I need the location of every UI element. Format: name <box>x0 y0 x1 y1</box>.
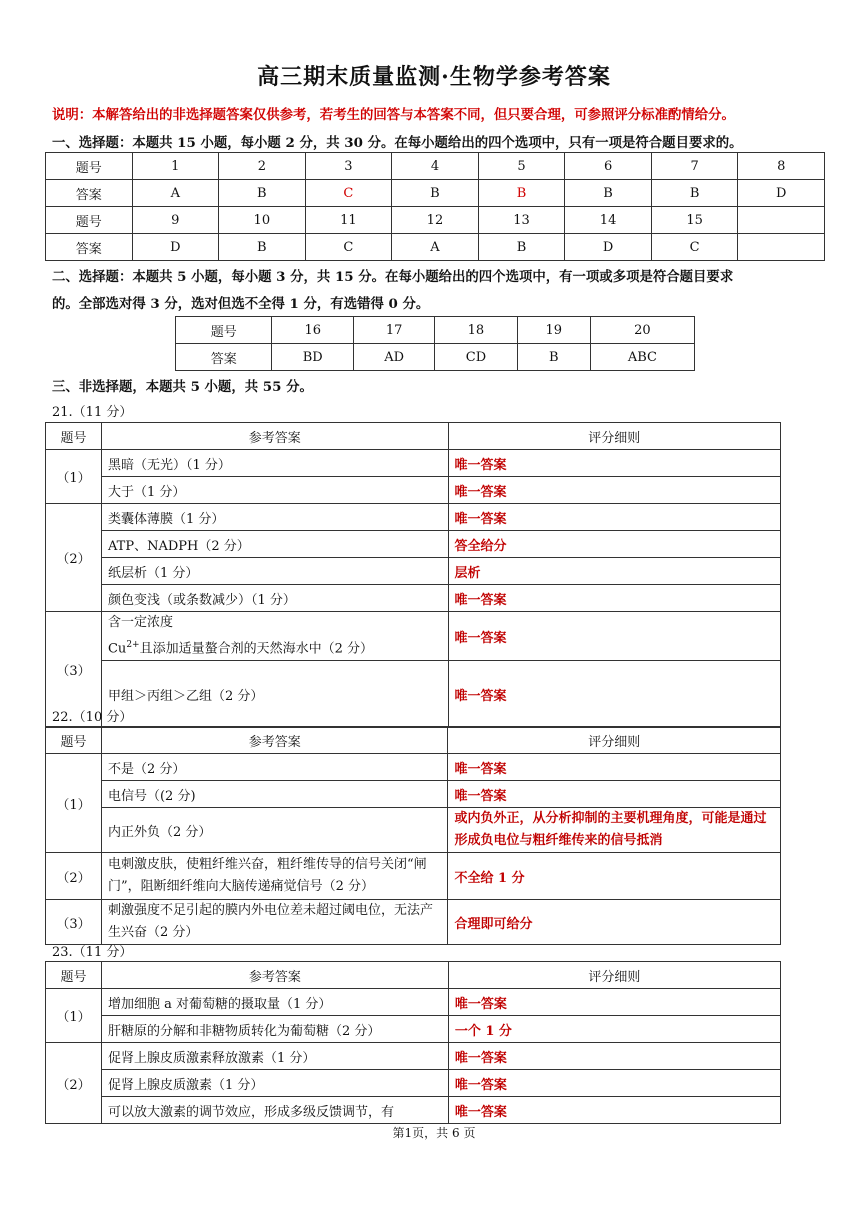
table-row <box>46 531 781 558</box>
header-question: 题号 <box>46 423 102 450</box>
answer-text: 促肾上腺皮质激素释放激素（1 分） <box>101 1043 448 1070</box>
answer-cell: B <box>478 180 565 207</box>
criteria-text: 唯一答案 <box>448 450 781 477</box>
header-answer: 参考答案 <box>101 423 448 450</box>
answer-text: 类囊体薄膜（1 分） <box>101 504 448 531</box>
header-criteria: 评分细则 <box>448 962 780 989</box>
question-number: 13 <box>478 207 565 234</box>
question-part: （3） <box>46 612 102 728</box>
criteria-text: 一个 1 分 <box>448 1016 780 1043</box>
table-row <box>46 504 781 531</box>
answer-text: 增加细胞 a 对葡萄糖的摄取量（1 分） <box>101 989 448 1016</box>
instructions-note: 说明：本解答给出的非选择题答案仅供参考，若考生的回答与本答案不同，但只要合理，可参照评分标准酌情给分。 <box>52 107 735 123</box>
question-part: （1） <box>46 754 102 853</box>
question-number: 11 <box>305 207 392 234</box>
question-number: 3 <box>305 153 392 180</box>
q22-table <box>45 726 781 945</box>
criteria-text: 唯一答案 <box>448 989 780 1016</box>
question-part: （3） <box>46 900 102 945</box>
answer-text: 电信号（(2 分) <box>101 781 448 808</box>
criteria-text: 唯一答案 <box>448 585 781 612</box>
answer-cell: C <box>305 180 392 207</box>
table-row <box>46 585 781 612</box>
question-part: （1） <box>46 450 102 504</box>
answer-cell: ABC <box>590 344 694 371</box>
table-header-row <box>46 423 781 450</box>
criteria-text: 唯一答案 <box>448 1097 780 1124</box>
answer-cell: B <box>219 180 306 207</box>
question-number: 19 <box>517 317 590 344</box>
table-row <box>46 612 781 661</box>
question-part: （1） <box>46 989 102 1043</box>
question-number: 8 <box>738 153 825 180</box>
criteria-text: 答全给分 <box>448 531 781 558</box>
question-part: （2） <box>46 504 102 612</box>
table-row <box>46 1043 781 1070</box>
answer-cell: B <box>565 180 652 207</box>
criteria-text: 唯一答案 <box>448 1043 780 1070</box>
question-number: 9 <box>132 207 219 234</box>
table-row <box>46 1097 781 1124</box>
superscript: 2+ <box>126 640 140 650</box>
row-label: 答案 <box>46 180 133 207</box>
question-part: （2） <box>46 853 102 900</box>
table-row <box>176 317 695 344</box>
header-criteria: 评分细则 <box>448 727 781 754</box>
answer-text: 肝糖原的分解和非糖物质转化为葡萄糖（2 分） <box>101 1016 448 1043</box>
criteria-text: 唯一答案 <box>448 781 781 808</box>
section3-heading: 三、非选择题，本题共 5 小题，共 55 分。 <box>52 379 313 395</box>
criteria-text: 唯一答案 <box>448 477 781 504</box>
criteria-text: 或内负外正，从分析抑制的主要机理角度，可能是通过形成负电位与粗纤维传来的信号抵消 <box>448 808 781 853</box>
q21-table <box>45 422 781 728</box>
section2-heading-line2: 的。全部选对得 3 分，选对但选不全得 1 分，有选错得 0 分。 <box>52 296 430 312</box>
table-row <box>46 661 781 728</box>
row-label: 答案 <box>46 234 133 261</box>
question-number: 15 <box>651 207 738 234</box>
answer-text: 颜色变浅（或条数减少）（1 分） <box>101 585 448 612</box>
section1-heading: 一、选择题：本题共 15 小题，每小题 2 分，共 30 分。在每小题给出的四个选项中，只有一项是符合题目要求的。 <box>52 135 743 151</box>
row-label: 题号 <box>46 153 133 180</box>
row-label: 答案 <box>176 344 272 371</box>
answer-text: 纸层析（1 分） <box>101 558 448 585</box>
answer-text: ATP、NADPH（2 分） <box>101 531 448 558</box>
table-header-row <box>46 962 781 989</box>
question-number: 12 <box>392 207 479 234</box>
question-number: 14 <box>565 207 652 234</box>
table-row <box>46 207 825 234</box>
answer-cell: D <box>565 234 652 261</box>
table-row <box>46 781 781 808</box>
table-row <box>46 153 825 180</box>
answer-cell: A <box>132 180 219 207</box>
criteria-text: 不全给 1 分 <box>448 853 781 900</box>
answer-cell: C <box>305 234 392 261</box>
question-number: 4 <box>392 153 479 180</box>
question-number: 17 <box>354 317 435 344</box>
q21-label: 21.（11 分） <box>52 405 133 420</box>
header-criteria: 评分细则 <box>448 423 781 450</box>
table-row <box>46 754 781 781</box>
answer-text: 内正外负（2 分） <box>101 808 448 853</box>
answer-cell: C <box>651 234 738 261</box>
criteria-text: 唯一答案 <box>448 612 781 661</box>
table-row <box>46 900 781 945</box>
answer-text-part: 且添加适量螯合剂的天然海水中（2 分） <box>139 641 373 657</box>
question-number: 5 <box>478 153 565 180</box>
question-number: 18 <box>435 317 518 344</box>
answer-text: 黑暗（无光）（1 分） <box>101 450 448 477</box>
header-question: 题号 <box>46 727 102 754</box>
q22-label: 22.（10 分） <box>52 710 133 725</box>
criteria-text: 唯一答案 <box>448 661 781 728</box>
question-number: 20 <box>590 317 694 344</box>
row-label: 题号 <box>176 317 272 344</box>
header-answer: 参考答案 <box>101 962 448 989</box>
answer-cell: B <box>478 234 565 261</box>
answer-text: 促肾上腺皮质激素（1 分） <box>101 1070 448 1097</box>
answer-text-part: 含一定浓度 Cu <box>107 615 173 657</box>
answer-cell: AD <box>354 344 435 371</box>
table-row <box>46 558 781 585</box>
mcq-table-1 <box>45 152 825 261</box>
question-number <box>738 207 825 234</box>
answer-text: 不是（2 分） <box>101 754 448 781</box>
section2-heading-line1: 二、选择题：本题共 5 小题，每小题 3 分，共 15 分。在每小题给出的四个选项中，有一项或多项是符合题目要求 <box>52 269 734 285</box>
page-footer: 第1页，共 6 页 <box>392 1126 476 1140</box>
mcq-table-2 <box>175 316 695 371</box>
question-number: 6 <box>565 153 652 180</box>
answer-cell: B <box>517 344 590 371</box>
row-label: 题号 <box>46 207 133 234</box>
answer-text: 甲组＞丙组＞乙组（2 分） <box>101 661 448 728</box>
table-row <box>46 477 781 504</box>
table-row <box>46 853 781 900</box>
answer-text: 大于（1 分） <box>101 477 448 504</box>
table-row <box>46 1016 781 1043</box>
header-question: 题号 <box>46 962 102 989</box>
table-row <box>46 1070 781 1097</box>
q23-table <box>45 961 781 1124</box>
table-row <box>46 234 825 261</box>
table-header-row <box>46 727 781 754</box>
question-number: 2 <box>219 153 306 180</box>
answer-cell: CD <box>435 344 518 371</box>
answer-cell: B <box>392 180 479 207</box>
table-row <box>46 450 781 477</box>
page-title: 高三期末质量监测·生物学参考答案 <box>257 64 611 90</box>
table-row <box>46 180 825 207</box>
criteria-text: 唯一答案 <box>448 754 781 781</box>
table-row <box>176 344 695 371</box>
answer-cell <box>738 234 825 261</box>
criteria-text: 唯一答案 <box>448 504 781 531</box>
table-row <box>46 808 781 853</box>
answer-text: 可以放大激素的调节效应，形成多级反馈调节，有 <box>101 1097 448 1124</box>
question-number: 16 <box>272 317 354 344</box>
answer-text: 刺激强度不足引起的膜内外电位差未超过阈电位，无法产生兴奋（2 分） <box>101 900 448 945</box>
criteria-text: 层析 <box>448 558 781 585</box>
answer-text: 电刺激皮肤，使粗纤维兴奋，粗纤维传导的信号关闭“闸门”，阻断细纤维向大脑传递痛觉信号（2 分） <box>101 853 448 900</box>
answer-cell: B <box>651 180 738 207</box>
criteria-text: 合理即可给分 <box>448 900 781 945</box>
question-part: （2） <box>46 1043 102 1124</box>
answer-cell: D <box>132 234 219 261</box>
answer-cell: BD <box>272 344 354 371</box>
answer-cell: B <box>219 234 306 261</box>
question-number: 1 <box>132 153 219 180</box>
criteria-text: 唯一答案 <box>448 1070 780 1097</box>
table-row <box>46 989 781 1016</box>
answer-text <box>101 612 448 661</box>
answer-cell: D <box>738 180 825 207</box>
q23-label: 23.（11 分） <box>52 945 133 960</box>
header-answer: 参考答案 <box>101 727 448 754</box>
question-number: 7 <box>651 153 738 180</box>
answer-cell: A <box>392 234 479 261</box>
question-number: 10 <box>219 207 306 234</box>
